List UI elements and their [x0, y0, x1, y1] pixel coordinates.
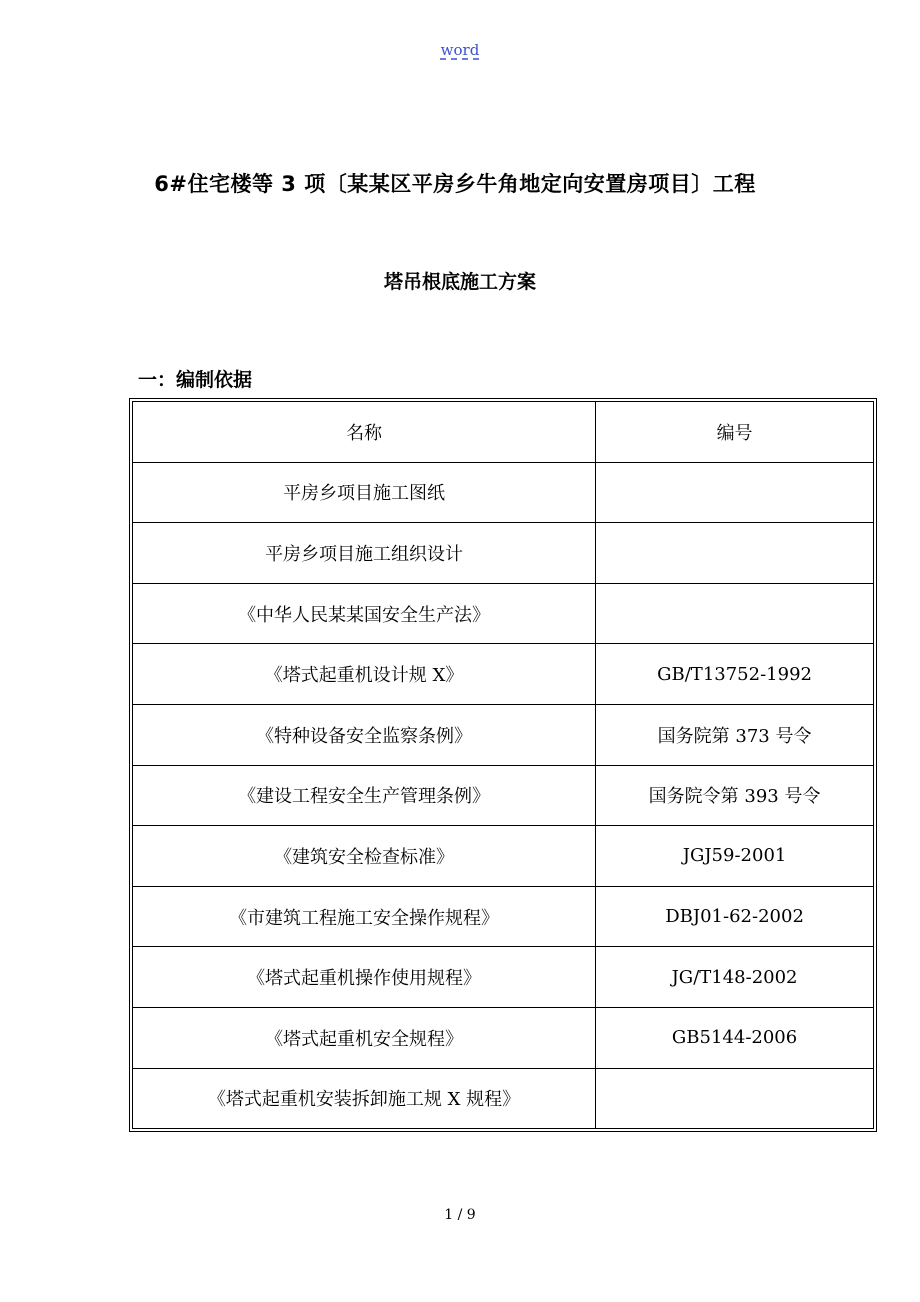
page-number: 1 / 9 — [444, 1207, 476, 1223]
cell-name: 《市建筑工程施工安全操作规程》 — [133, 886, 596, 947]
basis-table — [132, 401, 874, 1129]
table-row — [133, 947, 874, 1008]
document-title: 6#住宅楼等 3 项〔某某区平房乡牛角地定向安置房项目〕工程 — [154, 172, 756, 196]
cell-code: DBJ01-62-2002 — [596, 886, 874, 947]
document-subtitle: 塔吊根底施工方案 — [383, 271, 536, 293]
cell-name: 《建筑安全检查标准》 — [133, 826, 596, 887]
table-row — [133, 644, 874, 705]
basis-table-frame — [129, 398, 877, 1132]
cell-code — [596, 1068, 874, 1129]
cell-name: 平房乡项目施工图纸 — [133, 462, 596, 523]
table-row — [133, 1007, 874, 1068]
cell-code — [596, 462, 874, 523]
cell-name: 《塔式起重机安装拆卸施工规 X 规程》 — [133, 1068, 596, 1129]
cell-name: 《中华人民某某国安全生产法》 — [133, 583, 596, 644]
cell-code: JG/T148-2002 — [596, 947, 874, 1008]
table-row — [133, 886, 874, 947]
table-header-row — [133, 402, 874, 463]
table-row — [133, 765, 874, 826]
cell-name: 《塔式起重机设计规 X》 — [133, 644, 596, 705]
column-header-name: 名称 — [133, 402, 596, 463]
cell-code: GB/T13752-1992 — [596, 644, 874, 705]
cell-name: 平房乡项目施工组织设计 — [133, 523, 596, 584]
cell-code: JGJ59-2001 — [596, 826, 874, 887]
cell-code: 国务院第 373 号令 — [596, 704, 874, 765]
cell-name: 《特种设备安全监察条例》 — [133, 704, 596, 765]
cell-code — [596, 583, 874, 644]
cell-code — [596, 523, 874, 584]
table-row — [133, 462, 874, 523]
table-row — [133, 583, 874, 644]
cell-code: GB5144-2006 — [596, 1007, 874, 1068]
column-header-code: 编号 — [596, 402, 874, 463]
table-row — [133, 1068, 874, 1129]
header-word-link[interactable]: word — [440, 41, 480, 59]
cell-name: 《塔式起重机操作使用规程》 — [133, 947, 596, 1008]
section-heading-basis: 一：编制依据 — [138, 369, 253, 391]
table-row — [133, 826, 874, 887]
table-row — [133, 523, 874, 584]
cell-name: 《塔式起重机安全规程》 — [133, 1007, 596, 1068]
cell-code: 国务院令第 393 号令 — [596, 765, 874, 826]
table-row — [133, 704, 874, 765]
cell-name: 《建设工程安全生产管理条例》 — [133, 765, 596, 826]
